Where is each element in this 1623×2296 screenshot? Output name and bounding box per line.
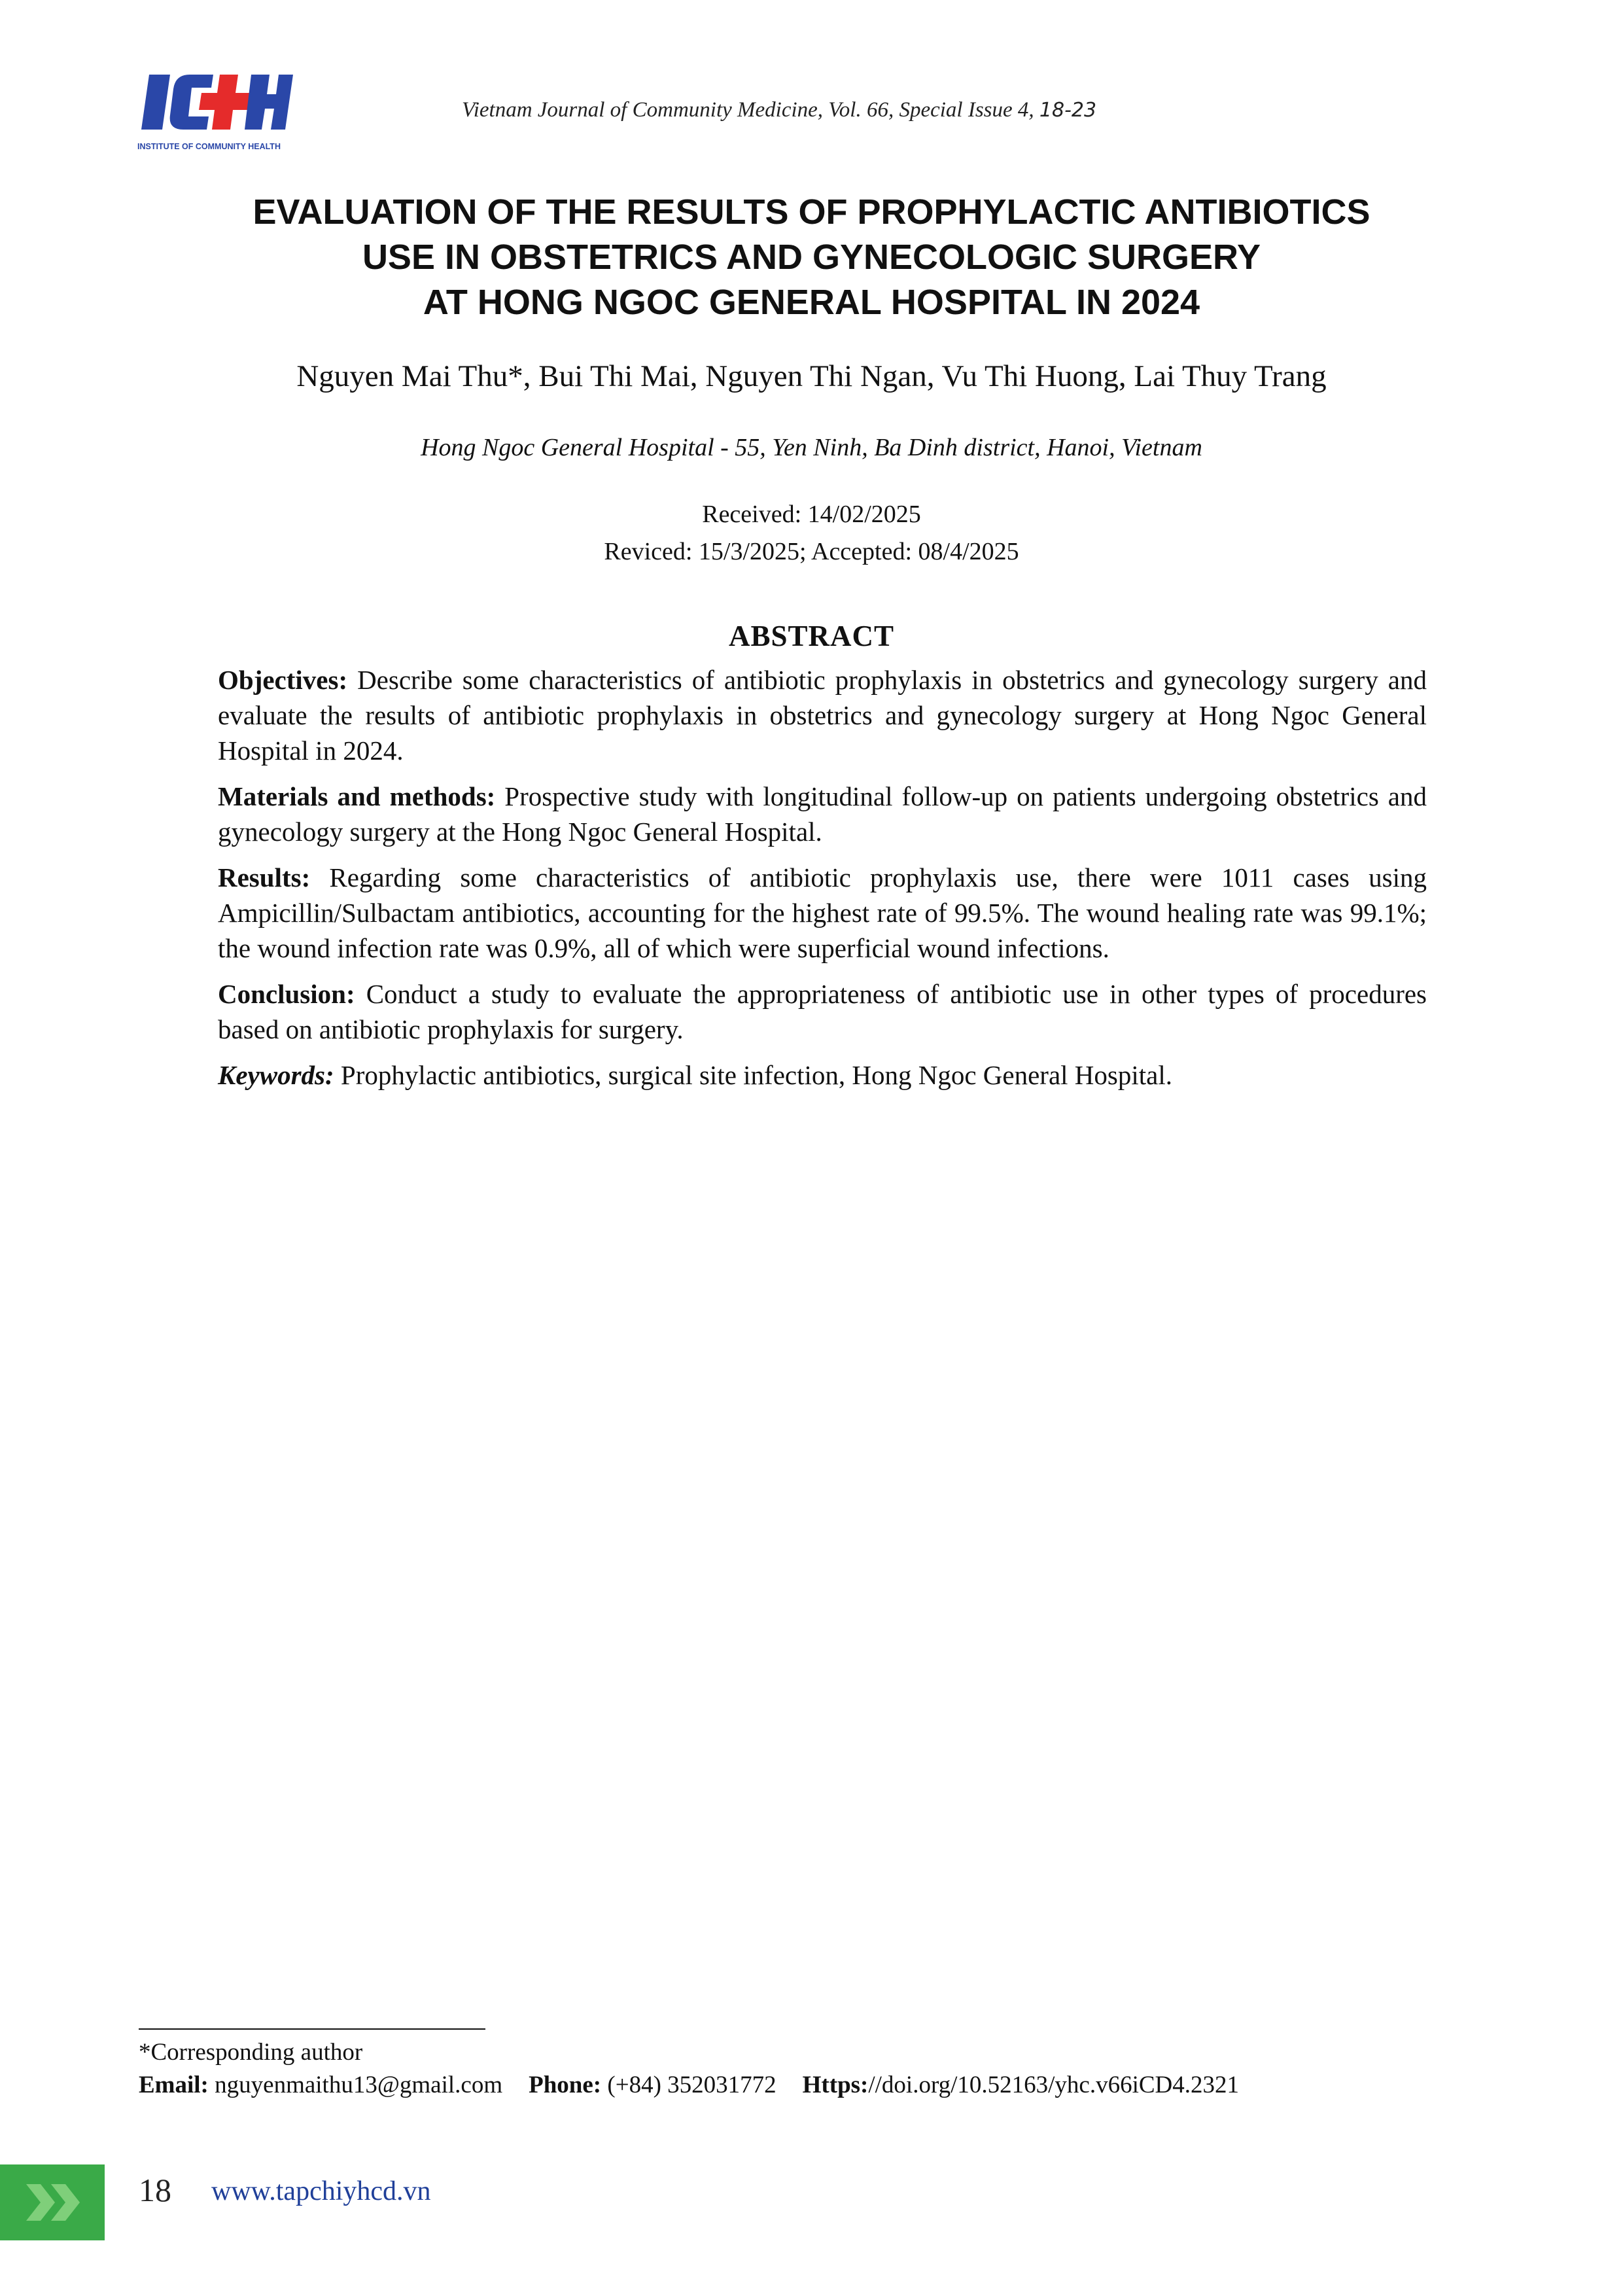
journal-logo <box>136 69 293 157</box>
abstract-conclusion <box>218 976 1427 1047</box>
article-title <box>131 190 1492 325</box>
methods-label: Materials and methods: <box>218 781 496 811</box>
title-line: USE IN OBSTETRICS AND GYNECOLOGIC SURGERY <box>362 238 1261 277</box>
conclusion-label: Conclusion: <box>218 979 355 1009</box>
affiliation: Hong Ngoc General Hospital - 55, Yen Ninh, Ba Dinh district, Hanoi, Vietnam <box>421 434 1202 461</box>
abstract-heading: ABSTRACT <box>728 620 895 652</box>
email-label: Email: <box>139 2072 209 2098</box>
abstract-methods <box>218 779 1427 849</box>
journal-name: Vietnam Journal of Community Medicine, Vol. 66, Special Issue 4, <box>462 98 1034 122</box>
footer-tab <box>0 2164 105 2240</box>
keywords-label: Keywords: <box>218 1060 334 1090</box>
doi-link[interactable]: //doi.org/10.52163/yhc.v66iCD4.2321 <box>868 2072 1240 2098</box>
corresponding-author-note: *Corresponding author <box>139 2039 363 2066</box>
title-line: AT HONG NGOC GENERAL HOSPITAL IN 2024 <box>423 283 1200 322</box>
results-text: Regarding some characteristics of antibiotic prophylaxis use, there were 1011 cases using Ampicillin/Sulbactam antibiotics, accounting for the highest rate of 99.5%. The wound healing rate was 99.1%; the wound infection rate was 0.9%, all of which were superficial wound infections. <box>218 862 1427 963</box>
contact-line <box>139 2069 1239 2102</box>
page-number: 18 <box>139 2172 171 2208</box>
abstract-objectives <box>218 662 1427 768</box>
methods-text: Prospective study with longitudinal follow-up on patients undergoing obstetrics and gynecology surgery at the Hong Ngoc General Hospital. <box>218 781 1427 847</box>
submission-dates <box>131 496 1492 571</box>
journal-citation <box>462 98 1096 122</box>
abstract-results <box>218 860 1427 966</box>
abstract-body <box>218 662 1427 1103</box>
abstract-keywords <box>218 1057 1427 1093</box>
page-range: 18-23 <box>1039 99 1097 122</box>
keywords-text: Prophylactic antibiotics, surgical site infection, Hong Ngoc General Hospital. <box>334 1060 1172 1090</box>
journal-website-link[interactable]: www.tapchiyhcd.vn <box>211 2176 431 2206</box>
footnote-divider <box>139 2028 485 2030</box>
author-list: Nguyen Mai Thu*, Bui Thi Mai, Nguyen Thi Ngan, Vu Thi Huong, Lai Thuy Trang <box>296 359 1327 393</box>
footnote <box>139 2036 1239 2102</box>
objectives-label: Objectives: <box>218 665 348 695</box>
phone-label: Phone: <box>529 2072 602 2098</box>
email-address[interactable]: nguyenmaithu13@gmail.com <box>215 2072 503 2098</box>
revised-accepted-date: Reviced: 15/3/2025; Accepted: 08/4/2025 <box>604 538 1019 565</box>
doi-label: Https: <box>802 2072 869 2098</box>
results-label: Results: <box>218 862 311 892</box>
objectives-text: Describe some characteristics of antibiotic prophylaxis in obstetrics and gynecology surgery and evaluate the results of antibiotic prophylaxis in obstetrics and gynecology surgery at Hong Ngoc General Hospital in 2024. <box>218 665 1427 766</box>
phone-number: (+84) 352031772 <box>607 2072 777 2098</box>
logo-caption: INSTITUTE OF COMMUNITY HEALTH <box>137 142 281 151</box>
conclusion-text: Conduct a study to evaluate the appropriateness of antibiotic use in other types of procedures based on antibiotic prophylaxis for surgery. <box>218 979 1427 1044</box>
received-date: Received: 14/02/2025 <box>702 501 921 528</box>
double-chevron-icon <box>0 2164 105 2240</box>
title-line: EVALUATION OF THE RESULTS OF PROPHYLACTIC ANTIBIOTICS <box>253 192 1370 232</box>
